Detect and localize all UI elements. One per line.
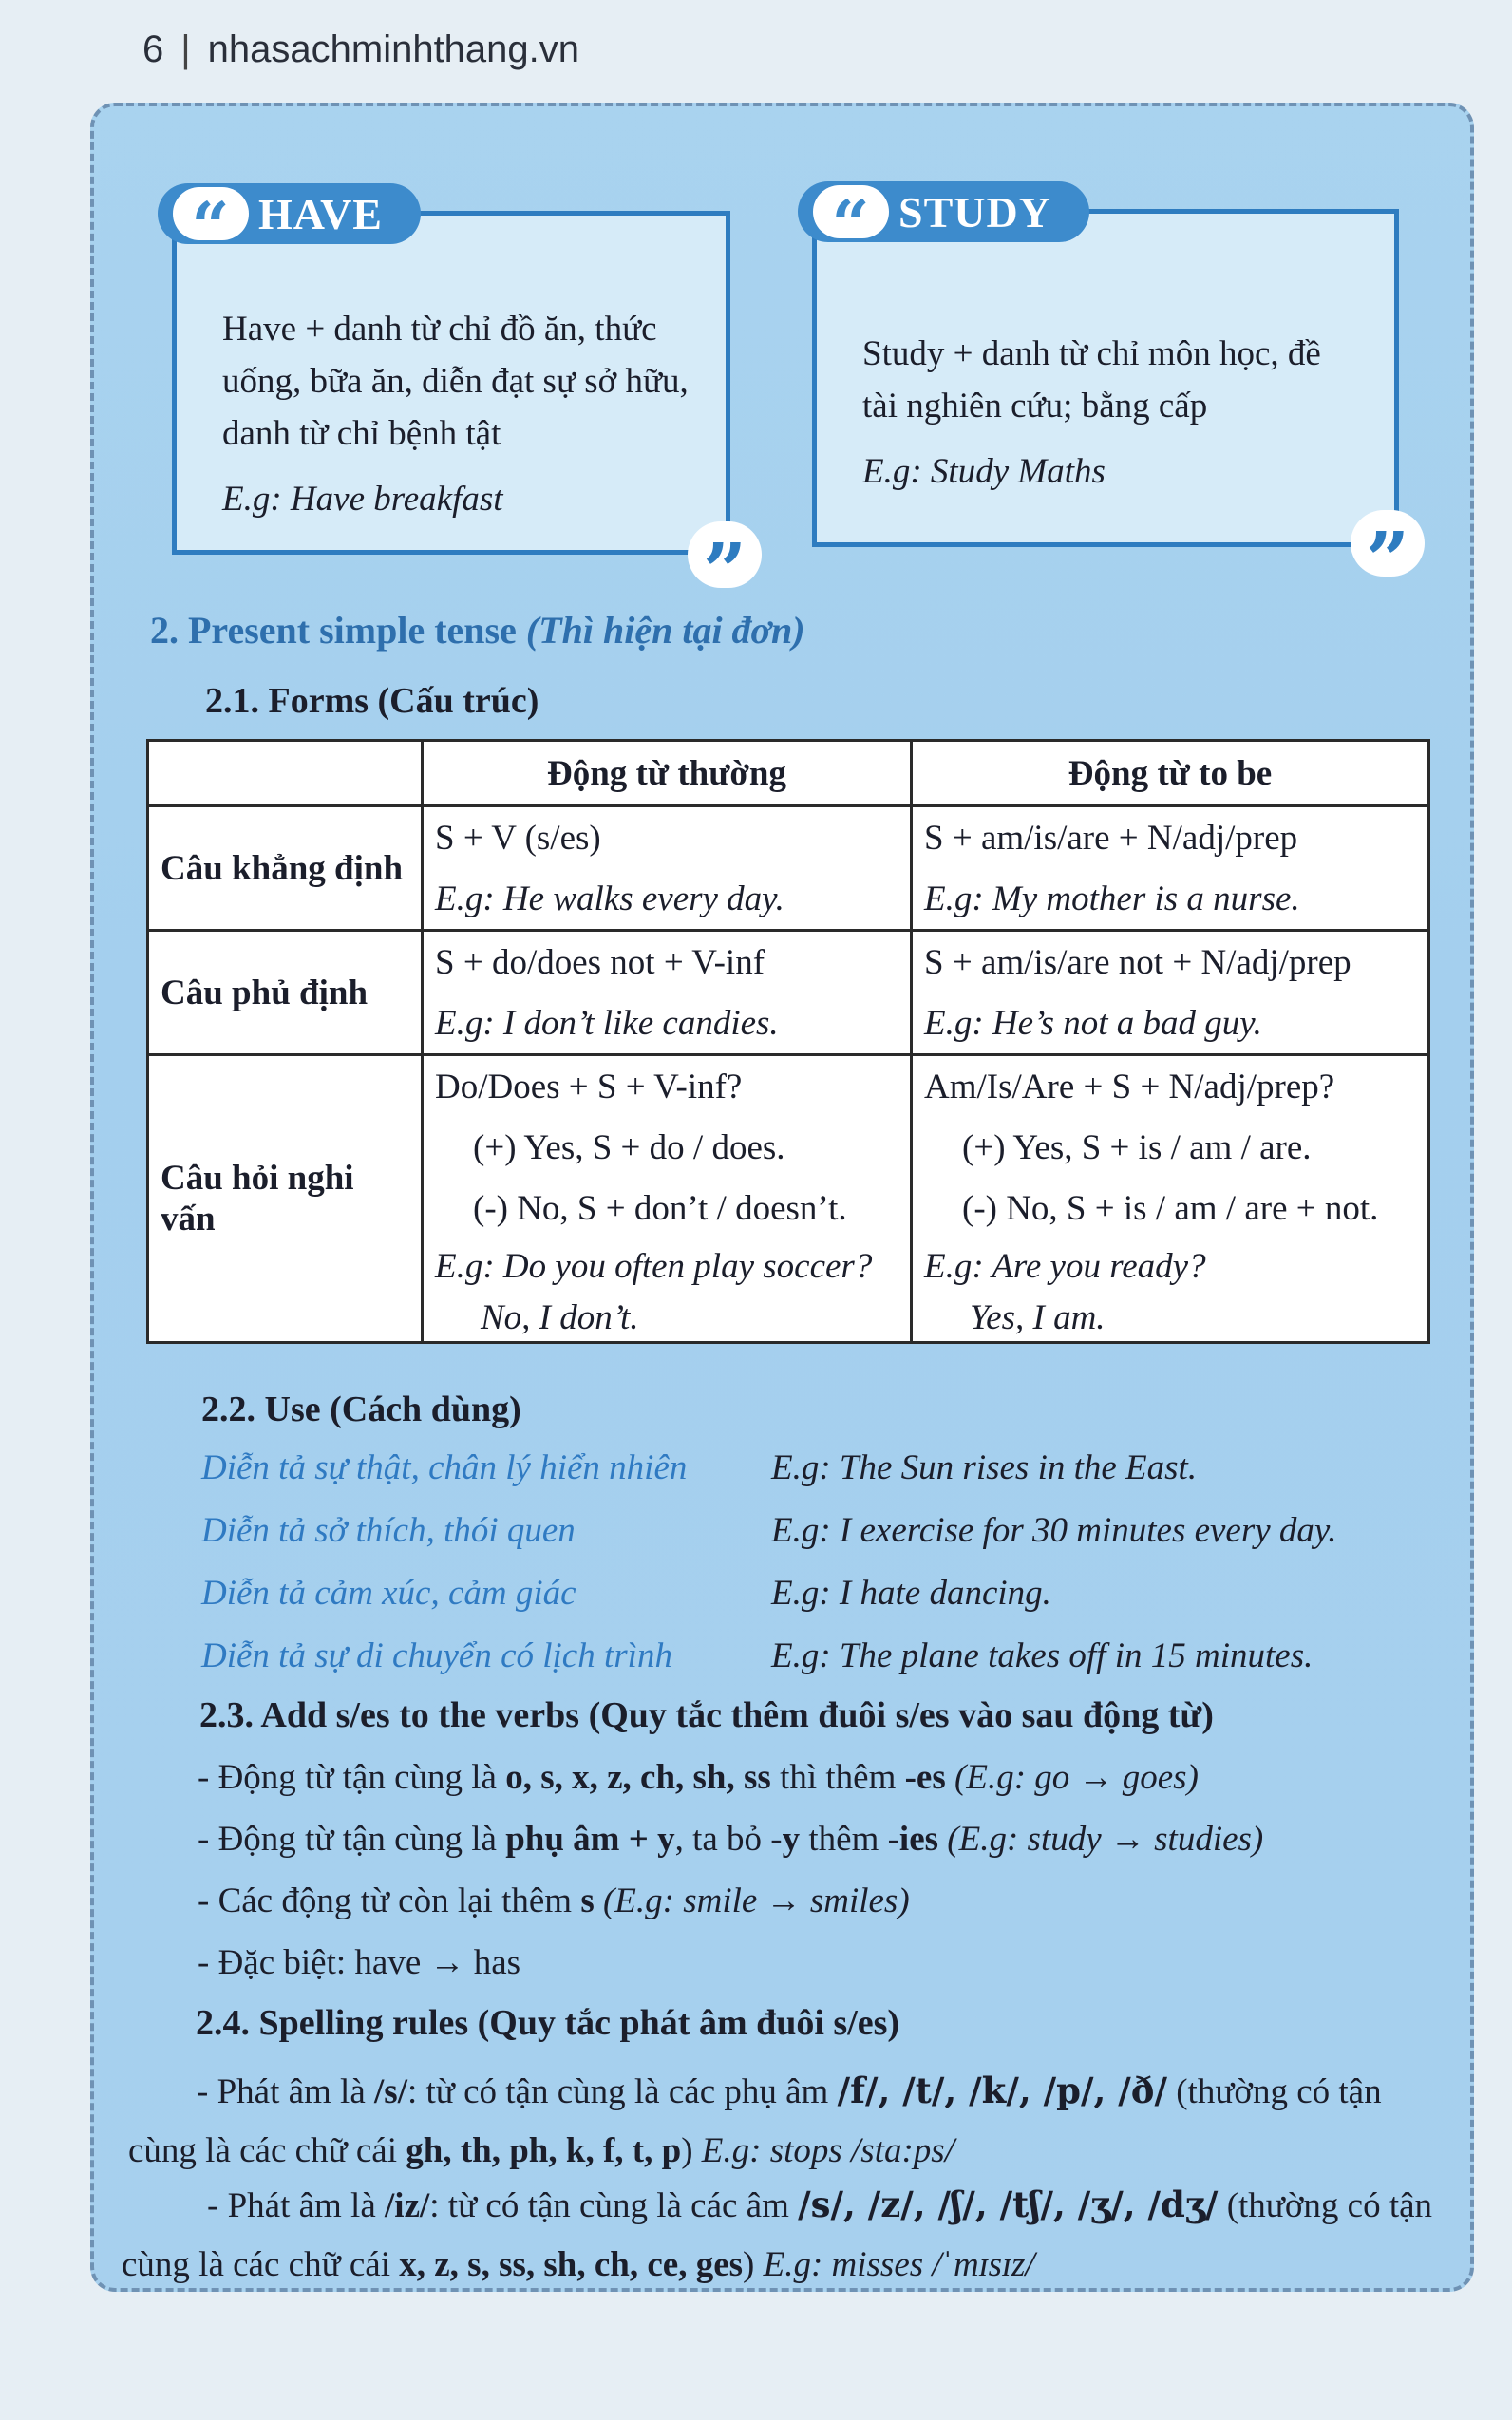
use-example: E.g: The Sun rises in the East.: [771, 1447, 1198, 1487]
formula: S + am/is/are not + N/adj/prep: [924, 942, 1351, 982]
col-tobe-header: Động từ to be: [912, 741, 1429, 806]
spelling-heading: 2.4. Spelling rules (Quy tắc phát âm đuôi s/es): [196, 2003, 900, 2043]
row-label-affirmative: Câu khẳng định: [148, 806, 423, 931]
endings: phụ âm + y: [505, 1820, 675, 1859]
have-body: [222, 303, 701, 525]
text: - Động từ tận cùng là: [198, 1820, 506, 1859]
rule-es: [198, 1757, 1199, 1798]
sound: /s/: [374, 2072, 407, 2111]
use-item: [201, 1439, 1197, 1496]
yes-answer: (+) Yes, S + do / does.: [473, 1127, 785, 1167]
use-label: Diễn tả sự thật, chân lý hiển nhiên: [201, 1447, 688, 1487]
no-answer: (-) No, S + is / am / are + not.: [962, 1188, 1379, 1228]
yes-answer: (+) Yes, S + is / am / are.: [962, 1127, 1312, 1167]
sounds: /f/, /t/, /k/, /p/, /ð/: [837, 2070, 1167, 2111]
text: (thường có tận cùng là các chữ cái: [128, 2072, 1382, 2170]
rule-ies: [198, 1819, 1263, 1860]
have-tag: [158, 183, 421, 266]
cell-question-tobe: [912, 1055, 1429, 1343]
formula: Do/Does + S + V-inf?: [435, 1067, 743, 1106]
example-answer: No, I don’t.: [481, 1297, 639, 1337]
text: ): [743, 2245, 764, 2284]
sounds: /s/, /z/, /ʃ/, /tʃ/, /ʒ/, /dʒ/: [798, 2184, 1219, 2225]
have-title: HAVE: [258, 189, 383, 238]
table-corner: [148, 741, 423, 806]
rule-special: - Đặc biệt: have → has: [198, 1943, 521, 1982]
use-example: E.g: The plane takes off in 15 minutes.: [771, 1635, 1314, 1675]
text: : từ có tận cùng là các âm: [429, 2186, 799, 2225]
cell-affirmative-tobe: [912, 806, 1429, 931]
have-line-3: danh từ chỉ bệnh tật: [222, 414, 501, 453]
table-row-affirmative: [148, 806, 1429, 931]
example: E.g: My mother is a nurse.: [924, 879, 1300, 918]
use-label: Diễn tả cảm xúc, cảm giác: [201, 1573, 576, 1613]
suffix: -y: [770, 1820, 801, 1859]
example: (E.g: study → studies): [938, 1820, 1264, 1859]
have-line-2: uống, bữa ăn, diễn đạt sự sở hữu,: [222, 362, 689, 401]
study-title: STUDY: [898, 187, 1051, 236]
example: E.g: Do you often play soccer?: [435, 1246, 873, 1286]
text: - Động từ tận cùng là: [198, 1758, 506, 1797]
text: thì thêm: [770, 1758, 905, 1797]
cell-question-regular: [423, 1055, 912, 1343]
letters: gh, th, ph, k, f, t, p: [406, 2131, 682, 2170]
use-item: [201, 1627, 1313, 1684]
forms-heading: 2.1. Forms (Cấu trúc): [205, 681, 539, 721]
quote-close-icon: ”: [1351, 510, 1425, 577]
use-example: E.g: I hate dancing.: [771, 1573, 1051, 1613]
use-item: [201, 1564, 1051, 1621]
col-regular-header: Động từ thường: [423, 741, 912, 806]
suffix: -ies: [887, 1820, 939, 1859]
study-tag: [798, 181, 1089, 264]
cell-negative-regular: [423, 931, 912, 1055]
text: : từ có tận cùng là các phụ âm: [406, 2072, 838, 2111]
section-2-title: [150, 608, 805, 652]
use-example: E.g: I exercise for 30 minutes every day.: [771, 1510, 1337, 1550]
site-name: nhasachminhthang.vn: [207, 28, 580, 70]
text: ): [681, 2131, 702, 2170]
row-label-negative: Câu phủ định: [148, 931, 423, 1055]
page-header: [142, 21, 579, 78]
formula: S + am/is/are + N/adj/prep: [924, 818, 1298, 858]
cell-affirmative-regular: [423, 806, 912, 931]
use-label: Diễn tả sự di chuyển có lịch trình: [201, 1635, 672, 1675]
study-callout: [812, 185, 1409, 604]
formula: Am/Is/Are + S + N/adj/prep?: [924, 1067, 1335, 1106]
have-line-1: Have + danh từ chỉ đồ ăn, thức: [222, 310, 657, 349]
spelling-rule-s: [128, 2061, 1444, 2181]
section-2-title-vi: (Thì hiện tại đơn): [525, 609, 805, 652]
quote-close-icon: ”: [688, 521, 762, 588]
cell-negative-tobe: [912, 931, 1429, 1055]
text: thêm: [800, 1820, 888, 1859]
example: E.g: stops /sta:ps/: [701, 2131, 954, 2170]
row-label-question: Câu hỏi nghi vấn: [148, 1055, 423, 1343]
study-line-1: Study + danh từ chỉ môn học, đề: [862, 334, 1321, 373]
suffix: s: [580, 1881, 595, 1920]
example-answer: Yes, I am.: [970, 1297, 1106, 1337]
example: E.g: Are you ready?: [924, 1246, 1206, 1286]
study-line-2: tài nghiên cứu; bằng cấp: [862, 387, 1208, 425]
use-label: Diễn tả sở thích, thói quen: [201, 1510, 576, 1550]
forms-table: [146, 739, 1430, 1344]
table-row-question: [148, 1055, 1429, 1343]
use-heading: 2.2. Use (Cách dùng): [201, 1390, 521, 1429]
study-example: E.g: Study Maths: [862, 452, 1106, 491]
quote-open-icon: “: [813, 185, 889, 238]
add-ses-heading: 2.3. Add s/es to the verbs (Quy tắc thêm đuôi s/es vào sau động từ): [199, 1695, 1214, 1735]
text: - Các động từ còn lại thêm: [198, 1881, 581, 1920]
page-number: 6: [142, 28, 164, 70]
example: E.g: He walks every day.: [435, 879, 784, 918]
header-separator: |: [180, 28, 191, 70]
text: (thường có tận cùng là các chữ cái: [122, 2186, 1433, 2284]
table-header-row: [148, 741, 1429, 806]
letters: x, z, s, ss, sh, ch, ce, ges: [399, 2245, 744, 2284]
sound: /iz/: [385, 2186, 430, 2225]
text: - Phát âm là: [197, 2072, 375, 2111]
spelling-rule-iz: [122, 2175, 1437, 2295]
suffix: -es: [904, 1758, 946, 1797]
text: , ta bỏ: [674, 1820, 771, 1859]
example: E.g: He’s not a bad guy.: [924, 1003, 1262, 1043]
rule-s: [198, 1881, 910, 1921]
example: (E.g: go → goes): [945, 1758, 1199, 1797]
text: - Phát âm là: [207, 2186, 386, 2225]
table-row-negative: [148, 931, 1429, 1055]
no-answer: (-) No, S + don’t / doesn’t.: [473, 1188, 847, 1228]
section-2-title-en: 2. Present simple tense: [150, 609, 517, 652]
example: (E.g: smile → smiles): [594, 1881, 910, 1920]
have-example: E.g: Have breakfast: [222, 480, 503, 519]
example: E.g: I don’t like candies.: [435, 1003, 779, 1043]
use-item: [201, 1502, 1337, 1559]
study-body: [862, 328, 1370, 498]
formula: S + V (s/es): [435, 818, 601, 858]
have-callout: [172, 187, 747, 615]
example: E.g: misses /ˈmɪsɪz/: [763, 2245, 1035, 2284]
quote-open-icon: “: [173, 187, 249, 240]
endings: o, s, x, z, ch, sh, ss: [505, 1758, 771, 1797]
formula: S + do/does not + V-inf: [435, 942, 765, 982]
